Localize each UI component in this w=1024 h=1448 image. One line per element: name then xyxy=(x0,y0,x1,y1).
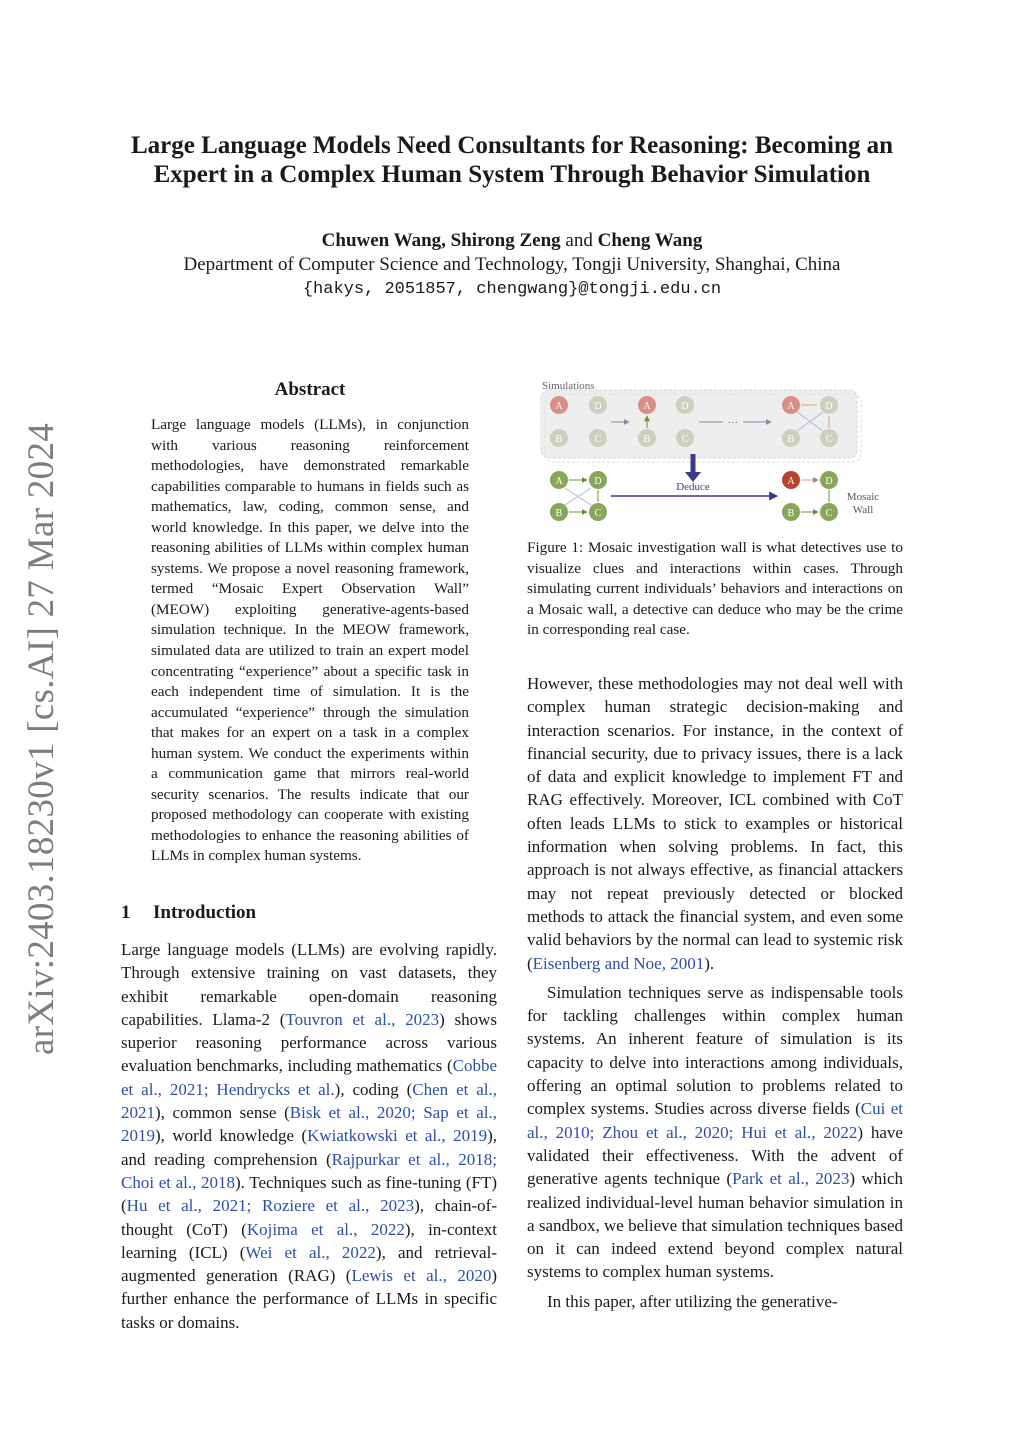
section-heading xyxy=(121,902,256,924)
abstract-heading: Abstract xyxy=(274,379,346,400)
mosaic-wall-label-2: Wall xyxy=(852,504,874,516)
body-paragraph: In this paper, after utilizing the generative- xyxy=(547,1291,838,1311)
svg-text:D: D xyxy=(681,401,689,412)
author-list xyxy=(100,230,924,252)
citation-link[interactable]: Hu et al., 2021; Roziere et al., 2023 xyxy=(126,1196,415,1216)
body-paragraph: However, these methodologies may not deal well with complex human strategic decision-making and interaction scenarios. For instance, in the context of financial security, due to privacy issues, there is a lack of data and explicit knowledge to implement FT and RAG effectively. Moreover, ICL combined with CoT often leads LLMs to stick to examples or historical information when solving problems. In fact, this approach is not always effective, as financial attackers may not repeat previously detected or blocked methods to attack the financial system, and even some valid behaviors by the normal can lead to systemic risk (Eisenberg and Noe, 2001). xyxy=(527,674,903,973)
citation-link[interactable]: Kwiatkowski et al., 2019 xyxy=(307,1126,488,1146)
intro-paragraph: Large language models (LLMs) are evolving rapidly. Through extensive training on vast datasets, they exhibit remarkable open-domain reasoning capabilities. Llama-2 (Touvron et al., 2023) shows superior reasoning performance across various evaluation benchmarks, including mathematics (Cobbe et al., 2021; Hendrycks et al.), coding (Chen et al., 2021), common sense (Bisk et al., 2020; Sap et al., 2019), world knowledge (Kwiatkowski et al., 2019), and reading comprehension (Rajpurkar et al., 2018; Choi et al., 2018). Techniques such as fine-tuning (FT) (Hu et al., 2021; Roziere et al., 2023), chain-of-thought (CoT) (Kojima et al., 2022), in-context learning (ICL) (Wei et al., 2022), and retrieval-augmented generation (RAG) (Lewis et al., 2020) further enhance the performance of LLMs in specific tasks or domains. xyxy=(121,940,498,1332)
svg-text:B: B xyxy=(555,508,563,519)
svg-text:D: D xyxy=(825,401,833,412)
svg-text:A: A xyxy=(555,401,563,412)
svg-text:C: C xyxy=(594,434,602,445)
svg-text:D: D xyxy=(594,401,602,412)
arxiv-identifier: arXiv:2403.18230v1 [cs.AI] 27 Mar 2024 xyxy=(21,422,62,1055)
citation-link[interactable]: Rajpurkar et al., 2018; Choi et al., 2018 xyxy=(121,1149,497,1192)
svg-text:D: D xyxy=(594,476,602,487)
citation-link[interactable]: Chen et al., 2021 xyxy=(121,1079,498,1123)
citation-link[interactable]: Eisenberg and Noe, 2001 xyxy=(532,953,705,973)
affiliation: Department of Computer Science and Technology, Tongji University, Shanghai, China xyxy=(183,254,841,275)
citation-link[interactable]: Kojima et al., 2022 xyxy=(246,1219,405,1239)
author-name-last: Cheng Wang xyxy=(597,230,703,251)
citation-link[interactable]: Touvron et al., 2023 xyxy=(285,1009,440,1029)
section-title: Introduction xyxy=(153,902,257,923)
svg-text:A: A xyxy=(787,476,795,487)
mosaic-diagram xyxy=(527,376,903,536)
svg-text:C: C xyxy=(681,434,689,445)
citation-link[interactable]: Cui et al., 2010; Zhou et al., 2020; Hui et al., 2022 xyxy=(527,1099,903,1142)
intro-left-column xyxy=(121,938,497,1334)
svg-text:C: C xyxy=(825,434,833,445)
body-paragraph: Simulation techniques serve as indispensable tools for tackling challenges within complex human systems. An inherent feature of simulation is its capacity to delve into interactions among individuals, offering an optimal solution to problems related to complex systems. Studies across diverse fields (Cui et al., 2010; Zhou et al., 2020; Hui et al., 2022) have validated their effectiveness. With the advent of generative agents technique (Park et al., 2023) which realized individual-level human behavior simulation in a sandbox, we believe that simulation techniques based on it can indeed extend beyond complex natural systems to complex human systems. xyxy=(527,982,904,1282)
svg-text:B: B xyxy=(787,434,795,445)
author-names-first: Chuwen Wang, Shirong Zeng xyxy=(321,230,561,251)
ellipsis-label: ··· xyxy=(727,417,739,429)
figure-mosaic-wall xyxy=(527,376,903,536)
svg-text:C: C xyxy=(594,508,602,519)
svg-text:B: B xyxy=(555,434,563,445)
section-number: 1 xyxy=(121,902,131,923)
deduce-label: Deduce xyxy=(676,481,710,493)
simulations-panel xyxy=(541,390,857,458)
intro-right-column xyxy=(527,672,903,1313)
svg-text:A: A xyxy=(787,401,795,412)
citation-link[interactable]: Lewis et al., 2020 xyxy=(351,1266,492,1286)
citation-link[interactable]: Park et al., 2023 xyxy=(732,1169,850,1189)
svg-text:B: B xyxy=(643,434,651,445)
svg-text:B: B xyxy=(787,508,795,519)
svg-text:A: A xyxy=(643,401,651,412)
mosaic-wall-label: Mosaic xyxy=(846,491,880,503)
author-emails: {hakys, 2051857, chengwang}@tongji.edu.cn xyxy=(302,280,722,299)
svg-text:A: A xyxy=(555,476,563,487)
citation-link[interactable]: Wei et al., 2022 xyxy=(245,1242,376,1262)
svg-text:C: C xyxy=(825,508,833,519)
svg-text:D: D xyxy=(825,476,833,487)
citation-link[interactable]: Bisk et al., 2020; Sap et al., 2019 xyxy=(121,1103,497,1146)
author-connector: and xyxy=(565,230,593,251)
paper-title: Large Language Models Need Consultants for Reasoning: Becoming an Expert in a Complex Human System Through Behavior Simulation xyxy=(130,132,894,188)
abstract-text: Large language models (LLMs), in conjunction with various reasoning reinforcement methodologies, have demonstrated remarkable capabilities comparable to humans in fields such as mathematics, law, coding, common sense, and world knowledge. In this paper, we delve into the reasoning abilities of LLMs within complex human systems. We propose a novel reasoning framework, termed “Mosaic Expert Observation Wall” (MEOW) exploiting generative-agents-based simulation technique. In the MEOW framework, simulated data are utilized to train an expert model concentrating “experience” about a specific task in each independent time of simulation. It is the accumulated “experience” through the simulation that makes for an expert on a task in a complex human system. We conduct the experiments within a communication game that mirrors real-world security scenarios. The results indicate that our proposed methodology can cooperate with existing methodologies to enhance the reasoning abilities of LLMs in complex human systems. xyxy=(151,416,469,865)
figure-caption: Figure 1: Mosaic investigation wall is what detectives use to visualize clues and interactions within cases. Through simulating current individuals’ behaviors and interactions on a Mosaic wall, a detective can deduce who may be the crime in corresponding real case. xyxy=(527,539,903,639)
citation-link[interactable]: Cobbe et al., 2021; Hendrycks et al. xyxy=(121,1056,497,1099)
simulations-label: Simulations xyxy=(542,380,595,392)
